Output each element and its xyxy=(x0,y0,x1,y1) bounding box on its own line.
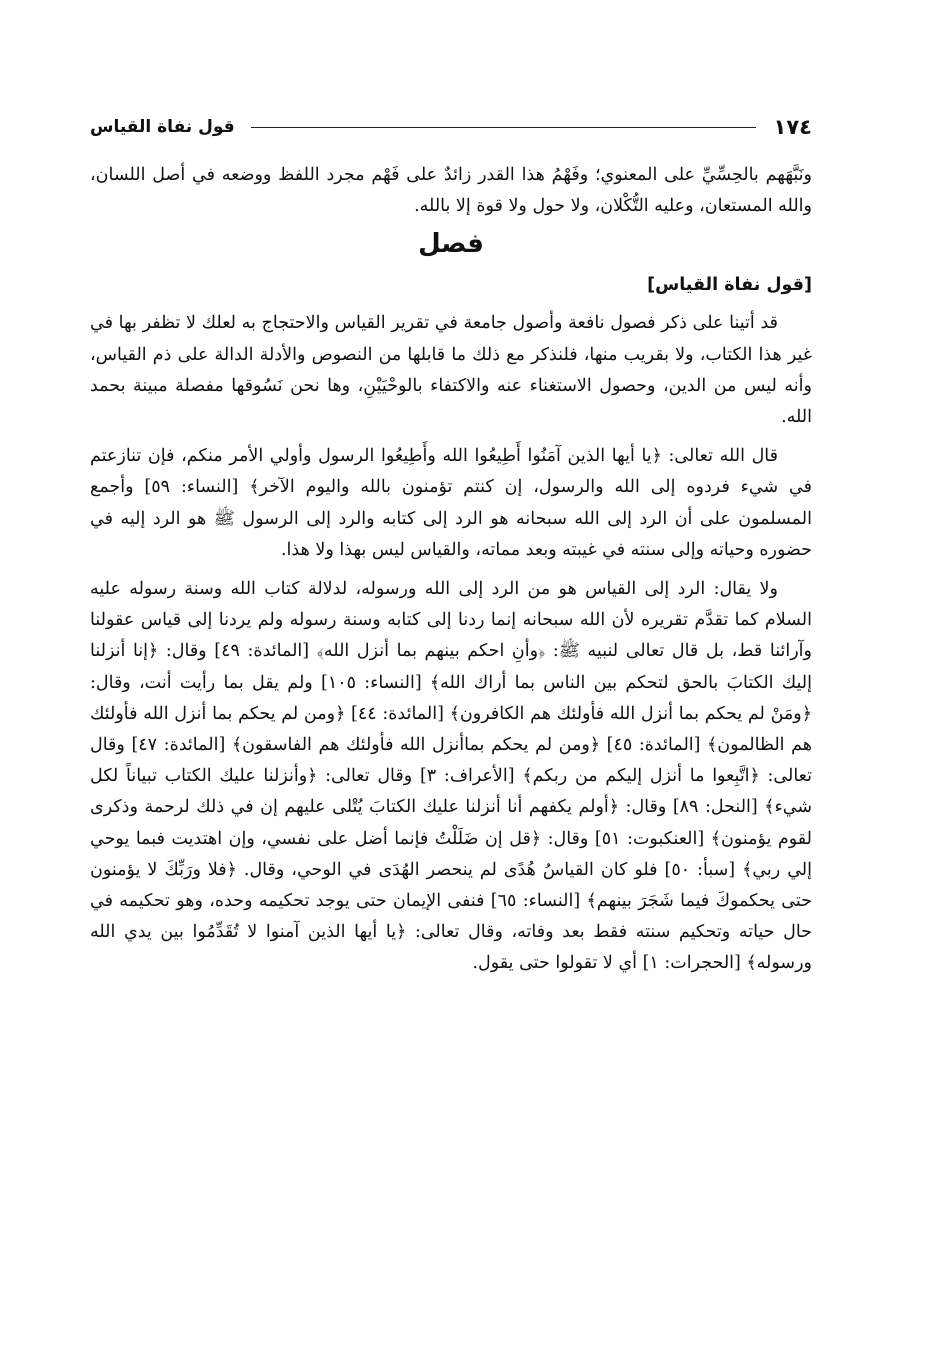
body-text xyxy=(90,160,812,980)
paragraph-intro: قد أتينا على ذكر فصول نافعة وأصول جامعة في تقرير القياس والاحتجاج به لعلك لا تظفر بها في غير هذا الكتاب، ولا بقريب منها، فلنذكر مع ذلك ما قابلها من النصوص والأدلة الدالة على ذم القياس، وأنه ليس من الدين، وحصول الاستغناء عنه والاكتفاء بالوحْيَيْنِ، وها نحن نَسُوقها مفصلة مبينة بحمد الله. xyxy=(90,313,812,428)
running-header xyxy=(90,110,812,144)
section-heading: فصل xyxy=(418,229,484,260)
running-title: قول نفاة القياس xyxy=(90,117,235,137)
section-subtitle: [قول نفاة القياس] xyxy=(647,275,812,296)
page-number: ١٧٤ xyxy=(773,115,812,139)
paragraph-continuation: ونَبَّهَهم بالحِسِّيِّ على المعنوي؛ وفَهْمُ هذا القدر زائدٌ على فَهْم مجرد اللفظ ووضعه في أصل اللسان، والله المستعان، وعليه التُّكْلان، ولا حول ولا قوة إلا بالله. xyxy=(90,165,813,217)
paragraph-objection: ولا يقال: الرد إلى القياس هو من الرد إلى الله ورسوله، لدلالة كتاب الله وسنة رسوله عليه السلام كما تقدَّم تقريره لأن الله سبحانه إنما ردنا إلى كتابه وسنة رسوله ولم يردنا إلى قياس عقولنا وآرائنا قط، بل قال تعالى لنبيه ﷺ: ﴿وأنِ احكم بينهم بما أنزل الله﴾ [المائدة: ٤٩] وقال: ﴿إنا أنزلنا إليك الكتابَ بالحق لتحكم بين الناس بما أراك الله﴾ [النساء: ١٠٥] ولم يقل بما رأيت أنت، وقال: ﴿ومَنْ لم يحكم بما أنزل الله فأولئك هم الكافرون﴾ [المائدة: ٤٤] ﴿ومن لم يحكم بما أنزل الله فأولئك هم الظالمون﴾ [المائدة: ٤٥] ﴿ومن لم يحكم بماأنزل الله فأولئك هم الفاسقون﴾ [المائدة: ٤٧] وقال تعالى: ﴿اتَّبِعوا ما أنزل إليكم من ربكم﴾ [الأعراف: ٣] وقال تعالى: ﴿وأنزلنا عليك الكتاب تبياناً لكل شيء﴾ [النحل: ٨٩] وقال: ﴿أولم يكفهم أنا أنزلنا عليك الكتابَ يُتْلى عليهم إن في ذلك لرحمة وذكرى لقوم يؤمنون﴾ [العنكبوت: ٥١] وقال: ﴿قل إن ضَلَلْتُ فإنما أضل على نفسي، وإن اهتديت فبما يوحي إلي ربي﴾ [سبأ: ٥٠] فلو كان القياسُ هُدًى لم ينحصر الهُدَى في الوحي، وقال. ﴿فلا ورَبِّكَ لا يؤمنون حتى يحكموكَ فيما شَجَرَ بينهم﴾ [النساء: ٦٥] فنفى الإيمان حتى يوجد تحكيمه وحده، وهو تحكيمه في حال حياته وتحكيم سنته فقط بعد وفاته، وقال تعالى: ﴿يا أيها الذين آمنوا لا تُقَدِّمُوا بين يدي الله ورسوله﴾ [الحجرات: ١] أي لا تقولوا حتى يقول. xyxy=(90,579,812,974)
header-rule xyxy=(251,127,756,128)
paragraph-verse-nisa: قال الله تعالى: ﴿يا أيها الذين آمَنُوا أَطِيعُوا الله وأَطِيعُوا الرسول وأولي الأمر منكم، فإن تنازعتم في شيء فردوه إلى الله والرسول، إن كنتم تؤمنون بالله واليوم الآخر﴾ [النساء: ٥٩] وأجمع المسلمون على أن الرد إلى الله سبحانه هو الرد إلى كتابه والرد إلى الرسول ﷺ هو الرد إليه في حضوره وحياته وإلى سنته في غيبته وبعد مماته، والقياس ليس بهذا ولا هذا. xyxy=(90,446,812,560)
